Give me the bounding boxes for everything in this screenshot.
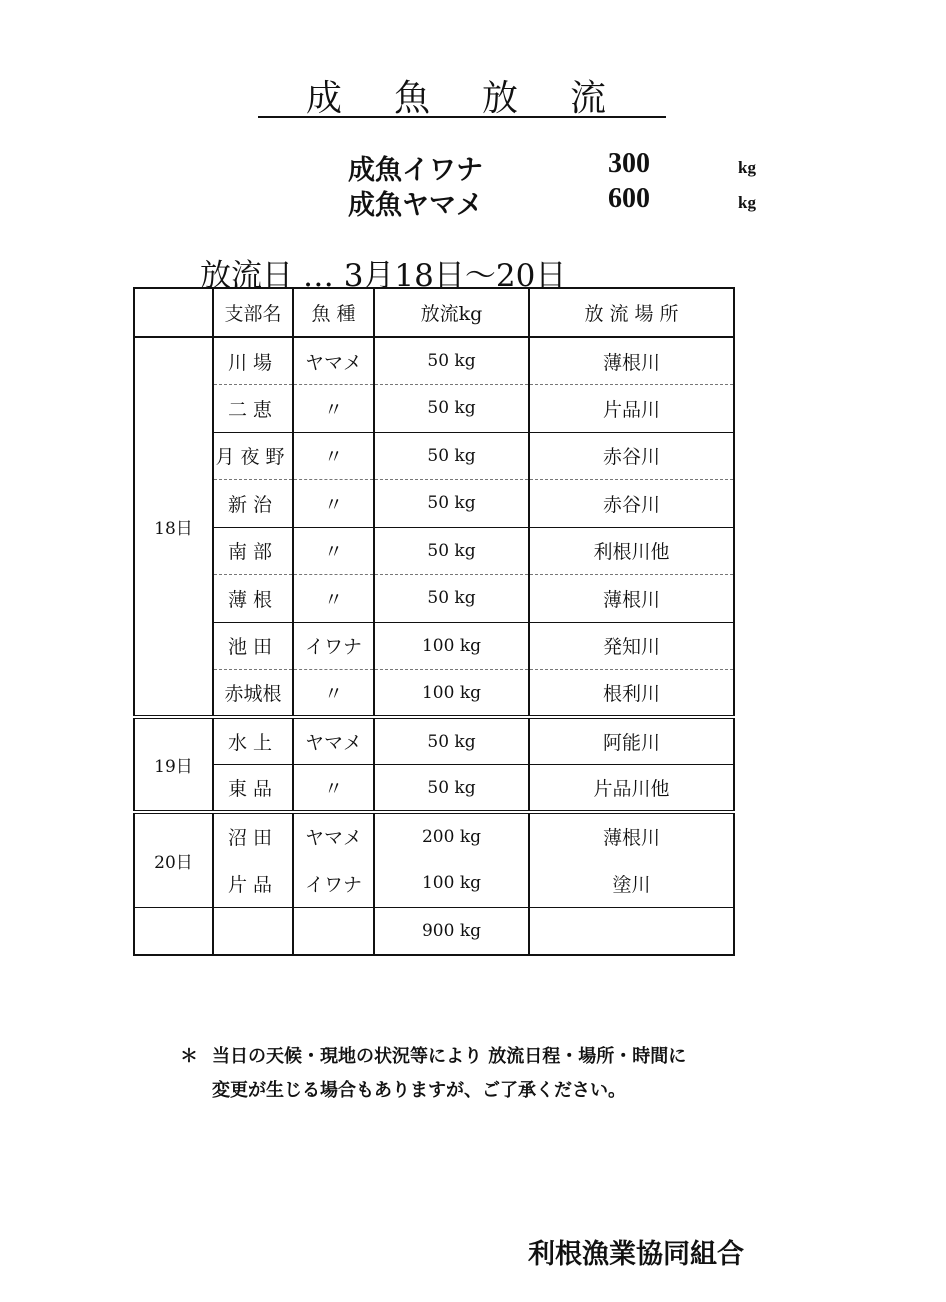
- species-cell: 〃: [293, 527, 374, 575]
- place-cell: 赤谷川: [529, 480, 734, 528]
- place-cell: 塗川: [529, 860, 734, 908]
- asterisk-icon: ＊: [180, 1046, 198, 1067]
- branch-cell: 川場: [213, 337, 293, 385]
- amount-cell: 50 kg: [374, 385, 529, 433]
- notice-line-1: [180, 1040, 686, 1074]
- amount-cell: 50 kg: [374, 480, 529, 528]
- branch-cell: 片品: [213, 860, 293, 908]
- amount-cell: 50 kg: [374, 432, 529, 480]
- header-amount: 放流kg: [374, 288, 529, 337]
- species-cell: ヤマメ: [293, 812, 374, 860]
- place-cell: 片品川他: [529, 765, 734, 813]
- place-cell: 利根川他: [529, 527, 734, 575]
- place-cell: 薄根川: [529, 812, 734, 860]
- total-empty-cell: [134, 907, 213, 955]
- summary-row-iwana: [348, 148, 768, 184]
- total-amount-cell: 900 kg: [374, 907, 529, 955]
- summary-amount: 300: [608, 148, 650, 179]
- summary-amount: 600: [608, 183, 650, 214]
- summary-species-name: 成魚イワナ: [348, 155, 483, 186]
- organization-name: 利根漁業協同組合: [528, 1239, 744, 1270]
- amount-cell: 50 kg: [374, 765, 529, 813]
- place-cell: 薄根川: [529, 337, 734, 385]
- species-cell: 〃: [293, 575, 374, 623]
- notice-text-1: 当日の天候・現地の状況等により 放流日程・場所・時間に: [212, 1046, 687, 1067]
- release-schedule-table: [133, 287, 735, 956]
- total-row: [134, 907, 734, 955]
- branch-cell: 月夜野: [213, 432, 293, 480]
- total-empty-cell: [293, 907, 374, 955]
- place-cell: 薄根川: [529, 575, 734, 623]
- amount-cell: 50 kg: [374, 337, 529, 385]
- table-row: [134, 337, 734, 385]
- amount-cell: 50 kg: [374, 717, 529, 765]
- page-title: 成魚放流: [258, 74, 666, 118]
- notice-text-2: 変更が生じる場合もありますが、ご了承ください。: [212, 1080, 626, 1101]
- amount-cell: 50 kg: [374, 527, 529, 575]
- branch-cell: 水上: [213, 717, 293, 765]
- table-row: [134, 385, 734, 433]
- place-cell: 片品川: [529, 385, 734, 433]
- species-cell: 〃: [293, 432, 374, 480]
- branch-cell: 南部: [213, 527, 293, 575]
- notice: [180, 1040, 686, 1108]
- species-cell: 〃: [293, 385, 374, 433]
- amount-cell: 100 kg: [374, 670, 529, 718]
- species-cell: ヤマメ: [293, 717, 374, 765]
- header-day: [134, 288, 213, 337]
- branch-cell: 新治: [213, 480, 293, 528]
- place-cell: 赤谷川: [529, 432, 734, 480]
- table-row: [134, 575, 734, 623]
- total-empty-cell: [213, 907, 293, 955]
- branch-cell: 赤城根: [213, 670, 293, 718]
- species-cell: イワナ: [293, 860, 374, 908]
- branch-cell: 東品: [213, 765, 293, 813]
- day-cell: 18日: [134, 337, 213, 717]
- summary-row-yamame: [348, 183, 768, 219]
- day-cell: 19日: [134, 717, 213, 812]
- amount-cell: 50 kg: [374, 575, 529, 623]
- table-row: [134, 765, 734, 813]
- branch-cell: 池田: [213, 622, 293, 670]
- header-place: 放 流 場 所: [529, 288, 734, 337]
- place-cell: 阿能川: [529, 717, 734, 765]
- amount-cell: 200 kg: [374, 812, 529, 860]
- table-row: [134, 432, 734, 480]
- species-cell: 〃: [293, 765, 374, 813]
- day-cell: 20日: [134, 812, 213, 907]
- header-branch: 支部名: [213, 288, 293, 337]
- table-row: [134, 717, 734, 765]
- place-cell: 根利川: [529, 670, 734, 718]
- amount-cell: 100 kg: [374, 860, 529, 908]
- amount-cell: 100 kg: [374, 622, 529, 670]
- place-cell: 発知川: [529, 622, 734, 670]
- branch-cell: 薄根: [213, 575, 293, 623]
- header-species: 魚 種: [293, 288, 374, 337]
- summary-species-name: 成魚ヤマメ: [348, 190, 483, 221]
- summary-unit: kg: [738, 158, 756, 177]
- release-date-heading: 放流日 … 3月18日～20日: [200, 258, 567, 294]
- total-empty-cell: [529, 907, 734, 955]
- summary-unit: kg: [738, 193, 756, 212]
- table-row: [134, 860, 734, 908]
- species-cell: ヤマメ: [293, 337, 374, 385]
- table-row: [134, 812, 734, 860]
- table-row: [134, 622, 734, 670]
- table-row: [134, 527, 734, 575]
- table-header-row: [134, 288, 734, 337]
- species-cell: 〃: [293, 480, 374, 528]
- branch-cell: 沼田: [213, 812, 293, 860]
- branch-cell: 二恵: [213, 385, 293, 433]
- table-row: [134, 670, 734, 718]
- species-cell: イワナ: [293, 622, 374, 670]
- species-cell: 〃: [293, 670, 374, 718]
- table-row: [134, 480, 734, 528]
